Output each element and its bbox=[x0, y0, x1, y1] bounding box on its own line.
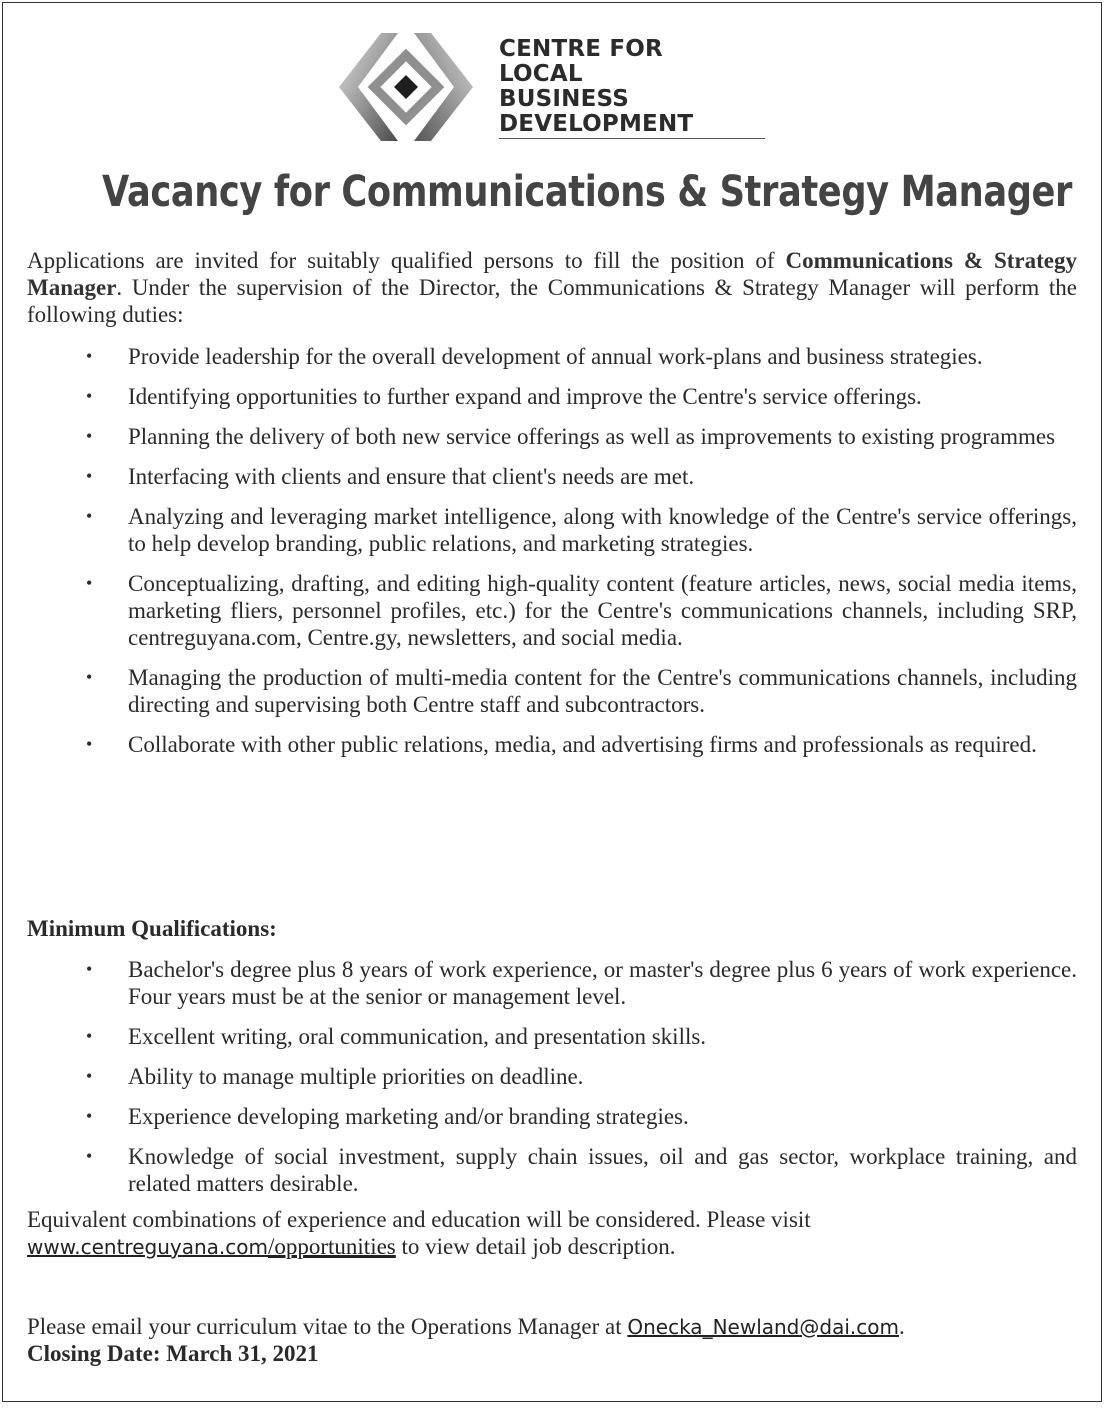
intro-text-before: Applications are invited for suitably qualified persons to fill the position of bbox=[27, 248, 786, 273]
email-link[interactable]: Onecka_Newland@dai.com bbox=[627, 1315, 899, 1339]
list-item bbox=[27, 423, 1077, 450]
bullet-icon: • bbox=[86, 346, 93, 366]
list-item bbox=[27, 1023, 1077, 1050]
list-item bbox=[27, 731, 1077, 758]
list-item bbox=[27, 1103, 1077, 1130]
list-item bbox=[27, 503, 1077, 557]
logo-line-2: LOCAL bbox=[499, 61, 583, 87]
logo-line-3: BUSINESS bbox=[499, 86, 629, 112]
equivalent-paragraph bbox=[27, 1206, 1077, 1261]
page-title: Vacancy for Communications & Strategy Manager bbox=[102, 167, 1073, 217]
duty-text: Conceptualizing, drafting, and editing high-quality content (feature articles, news, social media items, marketing fliers, personnel profiles, etc.) for the Centre's communications channels, including SRP, centreguyana.com, Centre.gy, newsletters, and social media. bbox=[128, 571, 1077, 650]
bullet-icon: • bbox=[86, 466, 93, 486]
duty-text: Analyzing and leveraging market intelligence, along with knowledge of the Centre's service offerings, to help develop branding, public relations, and marketing strategies. bbox=[128, 504, 1077, 556]
position-title: Communications & Strategy Manager bbox=[27, 248, 1077, 300]
list-item bbox=[27, 570, 1077, 651]
duty-text: Interfacing with clients and ensure that client's needs are met. bbox=[128, 464, 695, 489]
qualifications-list bbox=[27, 956, 1077, 1210]
link-domain[interactable]: www.centreguyana.com bbox=[27, 1235, 268, 1259]
list-item bbox=[27, 1143, 1077, 1197]
duties-list bbox=[27, 343, 1077, 771]
logo-line-1: CENTRE FOR bbox=[499, 36, 663, 62]
email-after: . bbox=[898, 1314, 905, 1339]
list-item bbox=[27, 1063, 1077, 1090]
intro-text-after: . Under the supervision of the Director, the Communications & Strategy Manager will perform the following duties: bbox=[27, 275, 1077, 327]
bullet-icon: • bbox=[86, 386, 93, 406]
bullet-icon: • bbox=[86, 1066, 93, 1086]
duty-text: Planning the delivery of both new service offerings as well as improvements to existing programmes bbox=[128, 424, 1056, 449]
duty-text: Managing the production of multi-media content for the Centre's communications channels, including directing and supervising both Centre staff and subcontractors. bbox=[128, 665, 1077, 717]
qualification-text: Excellent writing, oral communication, and presentation skills. bbox=[128, 1024, 707, 1049]
list-item bbox=[27, 343, 1077, 370]
qualification-text: Experience developing marketing and/or branding strategies. bbox=[128, 1104, 689, 1129]
qualification-text: Knowledge of social investment, supply chain issues, oil and gas sector, workplace training, and related matters desirable. bbox=[128, 1144, 1077, 1196]
logo-line-4: DEVELOPMENT bbox=[499, 111, 694, 137]
bullet-icon: • bbox=[86, 506, 93, 526]
bullet-icon: • bbox=[86, 573, 93, 593]
list-item bbox=[27, 956, 1077, 1010]
equivalent-after: to view detail job description. bbox=[395, 1234, 676, 1259]
qualifications-heading: Minimum Qualifications: bbox=[27, 916, 277, 941]
intro-paragraph bbox=[27, 247, 1077, 328]
logo-underline bbox=[499, 138, 765, 139]
closing-date: Closing Date: March 31, 2021 bbox=[27, 1341, 319, 1366]
bullet-icon: • bbox=[86, 1106, 93, 1126]
bullet-icon: • bbox=[86, 667, 93, 687]
qualification-text: Bachelor's degree plus 8 years of work experience, or master's degree plus 6 years of work experience. Four years must be at the senior or management level. bbox=[128, 957, 1077, 1009]
bullet-icon: • bbox=[86, 1146, 93, 1166]
email-text: Please email your curriculum vitae to the Operations Manager at bbox=[27, 1314, 628, 1339]
duty-text: Collaborate with other public relations, media, and advertising firms and professionals as required. bbox=[128, 732, 1037, 757]
list-item bbox=[27, 664, 1077, 718]
centre-logo bbox=[336, 29, 776, 151]
diamond-logo-icon bbox=[336, 29, 496, 151]
duty-text: Provide leadership for the overall development of annual work-plans and business strategies. bbox=[128, 344, 983, 369]
bullet-icon: • bbox=[86, 734, 93, 754]
bullet-icon: • bbox=[86, 426, 93, 446]
email-paragraph bbox=[27, 1313, 1077, 1341]
list-item bbox=[27, 463, 1077, 490]
duty-text: Identifying opportunities to further expand and improve the Centre's service offerings. bbox=[128, 384, 922, 409]
qualification-text: Ability to manage multiple priorities on deadline. bbox=[128, 1064, 584, 1089]
link-path[interactable]: /opportunities bbox=[267, 1234, 396, 1259]
equivalent-text: Equivalent combinations of experience and education will be considered. Please visit bbox=[27, 1207, 811, 1232]
logo-wordmark bbox=[499, 37, 693, 137]
list-item bbox=[27, 383, 1077, 410]
bullet-icon: • bbox=[86, 1026, 93, 1046]
opportunities-link[interactable] bbox=[27, 1235, 396, 1259]
bullet-icon: • bbox=[86, 959, 93, 979]
vacancy-notice bbox=[2, 2, 1102, 1402]
